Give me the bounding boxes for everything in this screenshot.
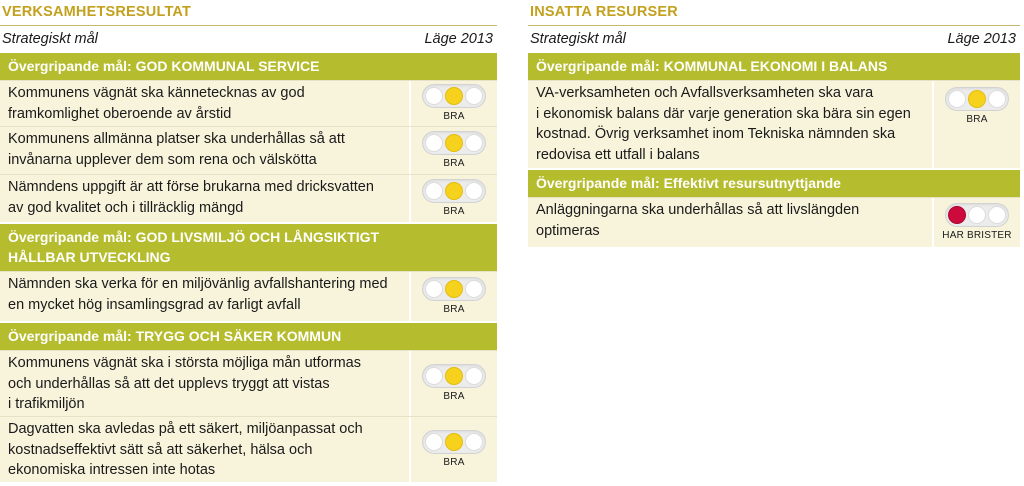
status-label: BRA — [443, 110, 465, 122]
traffic-light-icon — [422, 84, 486, 108]
goal-header: Övergripande mål: KOMMUNAL EKONOMI I BALANS — [528, 51, 1020, 80]
status-indicator — [934, 198, 1020, 247]
traffic-light-icon — [422, 179, 486, 203]
traffic-light-icon — [945, 87, 1009, 111]
status-indicator — [934, 81, 1020, 168]
goal-text: Kommunens allmänna platser ska underhållas så att invånarna upplever dem som rena och välskötta — [0, 127, 409, 174]
goal-row — [0, 416, 497, 482]
column-header-row — [528, 26, 1020, 51]
goal-row — [0, 126, 497, 174]
goal-text: Nämnden ska verka för en miljövänlig avfallshantering med en mycket hög insamlingsgrad av farligt avfall — [0, 272, 409, 321]
goal-text: VA-verksamheten och Avfallsverksamheten ska vara i ekonomisk balans där varje generation ska bära sin egen kostnad. Övrig verksamhet inom Tekniska nämnden ska redovisa ett utfall i balans — [528, 81, 932, 168]
status-label: HAR BRISTER — [942, 229, 1012, 241]
status-indicator — [411, 175, 497, 222]
column-header-status: Läge 2013 — [947, 30, 1016, 47]
goal-header: Övergripande mål: GOD KOMMUNAL SERVICE — [0, 51, 497, 80]
goal-text: Dagvatten ska avledas på ett säkert, miljöanpassat och kostnadseffektivt sätt så att säkerhet, hälsa och ekonomiska intressen inte hotas — [0, 417, 409, 482]
status-label: BRA — [443, 303, 465, 315]
goal-row — [528, 197, 1020, 247]
status-label: BRA — [443, 390, 465, 402]
column-header-status: Läge 2013 — [424, 30, 493, 47]
traffic-light-icon — [422, 131, 486, 155]
goal-header: Övergripande mål: Effektivt resursutnyttjande — [528, 168, 1020, 197]
traffic-light-icon — [422, 364, 486, 388]
goal-row — [528, 80, 1020, 168]
goal-text: Anläggningarna ska underhållas så att livslängden optimeras — [528, 198, 932, 247]
traffic-light-icon — [422, 430, 486, 454]
section-title: INSATTA RESURSER — [528, 0, 1020, 26]
column-header-row — [0, 26, 497, 51]
traffic-light-icon — [945, 203, 1009, 227]
goal-header: Övergripande mål: TRYGG OCH SÄKER KOMMUN — [0, 321, 497, 350]
goal-row — [0, 80, 497, 126]
column-header-goal: Strategiskt mål — [530, 30, 626, 47]
status-label: BRA — [443, 205, 465, 217]
goal-header: Övergripande mål: GOD LIVSMILJÖ OCH LÅNGSIKTIGT HÅLLBAR UTVECKLING — [0, 222, 497, 271]
status-label: BRA — [443, 456, 465, 468]
goal-text: Kommunens vägnät ska i största möjliga mån utformas och underhållas så att det upplevs tryggt att vistas i trafikmiljön — [0, 351, 409, 416]
traffic-light-icon — [422, 277, 486, 301]
goal-row — [0, 271, 497, 321]
goal-row — [0, 174, 497, 222]
status-indicator — [411, 417, 497, 482]
verksamhetsresultat-panel — [0, 0, 497, 482]
insatta-resurser-panel — [528, 0, 1020, 247]
column-header-goal: Strategiskt mål — [2, 30, 98, 47]
status-label: BRA — [443, 157, 465, 169]
section-title: VERKSAMHETSRESULTAT — [0, 0, 497, 26]
goal-row — [0, 350, 497, 416]
status-indicator — [411, 127, 497, 174]
status-indicator — [411, 351, 497, 416]
status-label: BRA — [966, 114, 988, 125]
goal-text: Kommunens vägnät ska kännetecknas av god framkomlighet oberoende av årstid — [0, 81, 409, 126]
status-indicator — [411, 272, 497, 321]
goal-text: Nämndens uppgift är att förse brukarna med dricksvatten av god kvalitet och i tillräcklig mängd — [0, 175, 409, 222]
status-indicator — [411, 81, 497, 126]
